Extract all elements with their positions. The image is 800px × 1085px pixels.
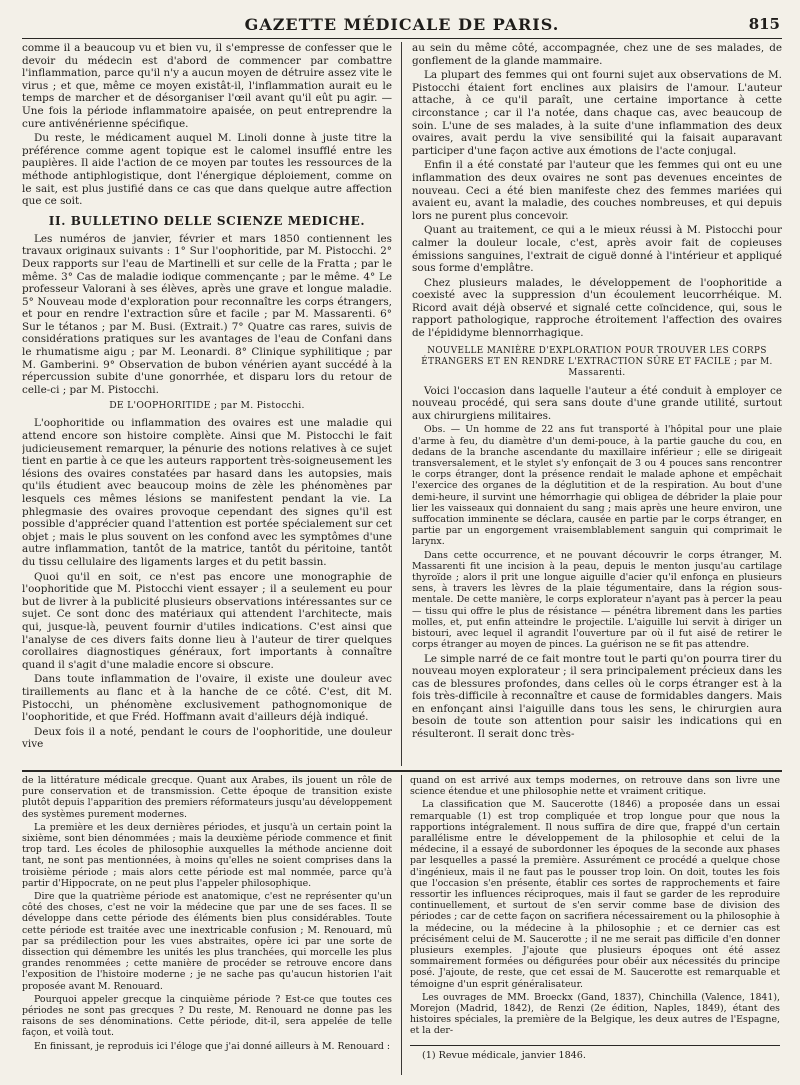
paragraph: La première et les deux dernières périodes, et jusqu'à un certain point la sixième, sont bien dénommées ; mais la deuxième période commence et finit trop tard. Les écoles de philosophie auxquelles la méthode ancienne doit tant, ne sont pas mentionnées, à moins qu'elles ne soient comprises dans la troisième période ; mais alors cette période est mal nommée, parce qu'à partir d'Hippocrate, on ne peut plus l'appeler philosophique. bbox=[22, 821, 392, 889]
paragraph: Dire que la quatrième période est anatomique, c'est ne représenter qu'un côté des choses, c'est ne voir la médecine que par une de ses faces. Il se développe dans cette période des éléments bien plus considérables. Toute cette période est traitée avec une inextricable confusion ; M. Renouard, mû par sa prédilection pour les vues abstraites, opère ici par une sorte de dissection qui démembre les unités les plus tranchées, qui morcelle les plus grandes renommées ; cette manière de procéder se retrouve encore dans l'exposition de l'histoire moderne ; je ne sache pas qu'aucun historien l'ait proposée avant M. Renouard. bbox=[22, 891, 392, 992]
paragraph: Du reste, le médicament auquel M. Linoli donne à juste titre la préférence comme agent topique est le calomel insufflé entre les paupières. Il aide l'action de ce moyen par toutes les ressources de la méthode antiphlogistique, dont l'énergique déploiement, comme on le sait, est plus justifié dans ce cas que dans quelque autre affection que ce soit. bbox=[22, 132, 392, 208]
paragraph: Deux fois il a noté, pendant le cours de l'oophoritide, une douleur vive bbox=[22, 725, 392, 751]
paragraph: Pourquoi appeler grecque la cinquième période ? Est-ce que toutes ces périodes ne sont pas grecques ? Du reste, M. Renouard ne donne pas les raisons de ses dénominations. Cette période, dit-il, sera appelée de telle façon, et voilà tout. bbox=[22, 993, 392, 1039]
paragraph: L'oophoritide ou inflammation des ovaires est une maladie qui attend encore son histoire complète. Ainsi que M. Pistocchi le fait judicieusement remarquer, la pénurie des notions relatives à ce sujet tient en partie à ce que les auteurs rapportent très-soigneusement les lésions des ovaires constatées par hasard dans les autopsies, mais qu'ils étudient avec beaucoup moins de zèle les phénomènes par lesquels ces mêmes lésions se manifestent pendant la vie. La phlegmasie des ovaires provoque cependant des signes qu'il est possible d'apprécier quand l'attention est portée spécialement sur cet objet ; mais le plus souvent on les confond avec les symptômes d'une autre inflammation, tantôt de la matrice, tantôt du péritoine, tantôt du tissu cellulaire des ligaments larges et du petit bassin. bbox=[22, 417, 392, 568]
paragraph: Le simple narré de ce fait montre tout le parti qu'on pourra tirer du nouveau moyen explorateur ; il sera principalement précieux dans les cas de blessures profondes, dans celles où le corps étranger est à la fois très-difficile à reconnaître et cause de formidables dangers. Mais en enfonçant ainsi l'aiguille dans tous les sens, le chirurgien aura besoin de toute son attention pour saisir les indications qui en résulteront. Il serait donc très- bbox=[412, 652, 782, 741]
paragraph: au sein du même côté, accompagnée, chez une de ses malades, de gonflement de la glande mammaire. bbox=[412, 42, 782, 67]
lower-right-column bbox=[410, 775, 780, 1075]
upper-section bbox=[22, 42, 782, 766]
lower-left-column bbox=[22, 775, 392, 1075]
paragraph: La plupart des femmes qui ont fourni sujet aux observations de M. Pistocchi étaient fort enclines aux plaisirs de l'amour. L'auteur attache, à ce qu'il paraît, une certaine importance à cette circonstance ; car il l'a notée, dans chaque cas, avec beaucoup de soin. L'une de ses malades, à la suite d'une inflammation des deux ovaires, avait perdu la vive sensibilité qui la faisait auparavant participer d'une façon active aux émotions de l'acte conjugal. bbox=[412, 69, 782, 157]
page-header bbox=[22, 8, 782, 39]
paragraph: comme il a beaucoup vu et bien vu, il s'empresse de confesser que le devoir du médecin est d'abord de commencer par combattre l'inflammation, parce qu'il n'y a aucun moyen de détruire assez vite le virus ; et que, même ce moyen existât-il, l'inflammation aurait eu le temps de marcher et de désorganiser l'œil avant qu'il eût pu agir. — Une fois la période inflammatoire apaisée, on peut entreprendre la cure antivénérienne spécifique. bbox=[22, 42, 392, 130]
paragraph: Dans cette occurrence, et ne pouvant découvrir le corps étranger, M. Massarenti fit une incision à la peau, depuis le menton jusqu'au cartilage thyroïde ; alors il prit une longue aiguille d'acier qu'il enfonça en plusieurs sens, à travers les lèvres de la plaie tégumentaire, dans la région sous-mentale. De cette manière, le corps explorateur n'ayant pas à percer la peau — tissu qui offre le plus de résistance — pénétra librement dans les parties molles, et, put enfin atteindre le projectile. L'aiguille lui servit à diriger un bistouri, avec lequel il agrandit l'ouverture par où il fut aisé de retirer le corps étranger au moyen de pinces. La guérison ne se fit pas attendre. bbox=[412, 549, 782, 651]
paragraph: En finissant, je reproduis ici l'éloge que j'ai donné ailleurs à M. Renouard : bbox=[34, 1040, 391, 1052]
paragraph: Enfin il a été constaté par l'auteur que les femmes qui ont eu une inflammation des deux ovaires ne sont pas devenues enceintes de nouveau. Ceci a été bien manifeste chez des femmes mariées qui avaient eu, avant la maladie, des couches nombreuses, et qui depuis lors ne purent plus concevoir. bbox=[412, 159, 782, 222]
page-number: 815 bbox=[748, 15, 780, 33]
newspaper-page bbox=[22, 8, 782, 1078]
paragraph: Dans toute inflammation de l'ovaire, il existe une douleur avec tiraillements au flanc et à la hanche de ce côté. C'est, dit M. Pistocchi, un phénomène exclusivement pathognomonique de l'oophoritide, et que Fréd. Hoffmann avait d'ailleurs déjà indiqué. bbox=[22, 673, 392, 724]
paragraph: La classification que M. Saucerotte (1846) a proposée dans un essai remarquable (1) est trop compliquée et trop longue pour que nous la rapportions intégralement. Il nous suffira de dire que, frappé d'un certain parallélisme entre le développement de la philosophie et celui de la médecine, il a essayé de subordonner les époques de la seconde aux phases par lesquelles a passé la première. Assurément ce procédé a quelque chose d'ingénieux, mais il ne faut pas le pousser trop loin. On doit, toutes les fois que l'occasion s'en présente, établir ces sortes de rapprochements et faire ressortir les influences réciproques, mais il faut se garder de les reproduire continuellement, et surtout de s'en servir comme base de division des périodes ; car de cette façon on sacrifiera nécessairement ou la philosophie à la médecine, ou la médecine à la philosophie ; et ce dernier cas est précisément celui de M. Saucerotte ; il ne me serait pas difficile d'en donner plusieurs exemples. J'ajoute que plusieurs époques ont été assez sommairement formées ou défigurées pour obéir aux nécessités du principe posé. J'ajoute, de reste, que cet essai de M. Saucerotte est remarquable et témoigne d'un esprit généralisateur. bbox=[410, 799, 780, 990]
column-divider bbox=[401, 42, 402, 766]
journal-title: GAZETTE MÉDICALE DE PARIS. bbox=[244, 15, 560, 34]
footnote: (1) Revue médicale, janvier 1846. bbox=[410, 1045, 780, 1061]
paragraph: quand on est arrivé aux temps modernes, on retrouve dans son livre une science étendue et une philosophie nette et vraiment critique. bbox=[410, 775, 780, 798]
paragraph: Obs. — Un homme de 22 ans fut transporté à l'hôpital pour une plaie d'arme à feu, du diamètre d'un demi-pouce, à la partie gauche du cou, en dedans de la branche ascendante du maxillaire inférieur ; elle se dirigeait transversalement, et le stylet s'y enfonçait de 3 ou 4 pouces sans rencontrer le corps étranger, dont la présence rendait le malade aphone et empêchait l'exercice des organes de la déglutition et de la respiration. Au bout d'une demi-heure, il survint une hémorrhagie qui obligea de débrider la plaie pour lier les vaisseaux qui donnaient du sang ; mais après une heure environ, une suffocation imminente se déclara, causée en partie par le corps étranger, en partie par un engorgement vraisemblablement sanguin qui comprimait le larynx. bbox=[412, 424, 782, 548]
paragraph: Chez plusieurs malades, le développement de l'oophoritide a coexisté avec la suppression d'un écoulement leucorrhéique. M. Ricord avait déjà observé et signalé cette coïncidence, qui, sous le rapport pathologique, rapproche étroitement l'affection des ovaires de l'épididyme blennorrhagique. bbox=[412, 276, 782, 340]
lower-section bbox=[22, 775, 782, 1075]
paragraph: Les ouvrages de MM. Broeckx (Gand, 1837), Chinchilla (Valence, 1841), Morejon (Madrid, 1842), de Renzi (2e édition, Naples, 1849), étant des histoires spéciales, la première de la Belgique, les deux autres de l'Espagne, et la der- bbox=[410, 991, 780, 1037]
right-column bbox=[412, 42, 782, 766]
article-title: NOUVELLE MANIÈRE D'EXPLORATION POUR TROUVER LES CORPS ÉTRANGERS ET EN RENDRE L'EXTRACTION SÛRE ET FACILE ; par M. Massarenti. bbox=[421, 345, 773, 378]
column-divider bbox=[401, 775, 402, 1075]
section-title: II. BULLETINO DELLE SCIENZE MEDICHE. bbox=[48, 213, 366, 228]
paragraph: de la littérature médicale grecque. Quant aux Arabes, ils jouent un rôle de pure conservation et de transmission. Cette époque de transition existe plutôt depuis l'apparition des premiers réformateurs jusqu'au développement des systèmes purement modernes. bbox=[22, 775, 392, 820]
subsection-title: DE L'OOPHORITIDE ; par M. Pistocchi. bbox=[109, 400, 305, 412]
paragraph: Quoi qu'il en soit, ce n'est pas encore une monographie de l'oophoritide que M. Pistocchi vient essayer ; il a seulement eu pour but de livrer à la publicité plusieurs observations intéressantes sur ce sujet. Ce sont donc des matériaux qui attendent l'architecte, mais qui, jusque-là, peuvent fournir d'utiles indications. C'est ainsi que l'analyse de ces divers faits donne lieu à l'auteur de tirer quelques corollaires diagnostiques généraux, fort importants à connaître quand il s'agit d'une maladie encore si obscure. bbox=[22, 570, 392, 671]
paragraph: Quant au traitement, ce qui a le mieux réussi à M. Pistocchi pour calmer la douleur locale, c'est, après avoir fait de copieuses émissions sanguines, l'extrait de ciguë donné à l'intérieur et appliqué sous forme d'emplâtre. bbox=[412, 224, 782, 275]
paragraph: Les numéros de janvier, février et mars 1850 contiennent les travaux originaux suivants : 1° Sur l'oophoritide, par M. Pistocchi. 2° Deux rapports sur l'eau de Martinelli et sur celle de la Fratta ; par le même. 3° Cas de maladie iodique commençante ; par le même. 4° Le professeur Valorani à ses élèves, après une grave et longue maladie. 5° Nouveau mode d'exploration pour reconnaître les corps étrangers, et pour en rendre l'extraction sûre et facile ; par M. Massarenti. 6° Sur le tétanos ; par M. Busi. (Extrait.) 7° Quatre cas rares, suivis de considérations pratiques sur les avantages de l'eau de Confani dans le rhumatisme aigu ; par M. Leonardi. 8° Clinique syphilitique ; par M. Gamberini. 9° Observation de bubon vénérien ayant succédé à la répercussion subite d'une gonorrhée, et disparu lors du retour de celle-ci ; par M. Pistocchi. bbox=[22, 232, 392, 396]
section-divider bbox=[22, 770, 782, 772]
observation-block bbox=[412, 424, 782, 650]
paragraph: Voici l'occasion dans laquelle l'auteur a été conduit à employer ce nouveau procédé, qui sera sans doute d'une grande utilité, surtout aux chirurgiens militaires. bbox=[412, 384, 782, 422]
left-column bbox=[22, 42, 392, 766]
